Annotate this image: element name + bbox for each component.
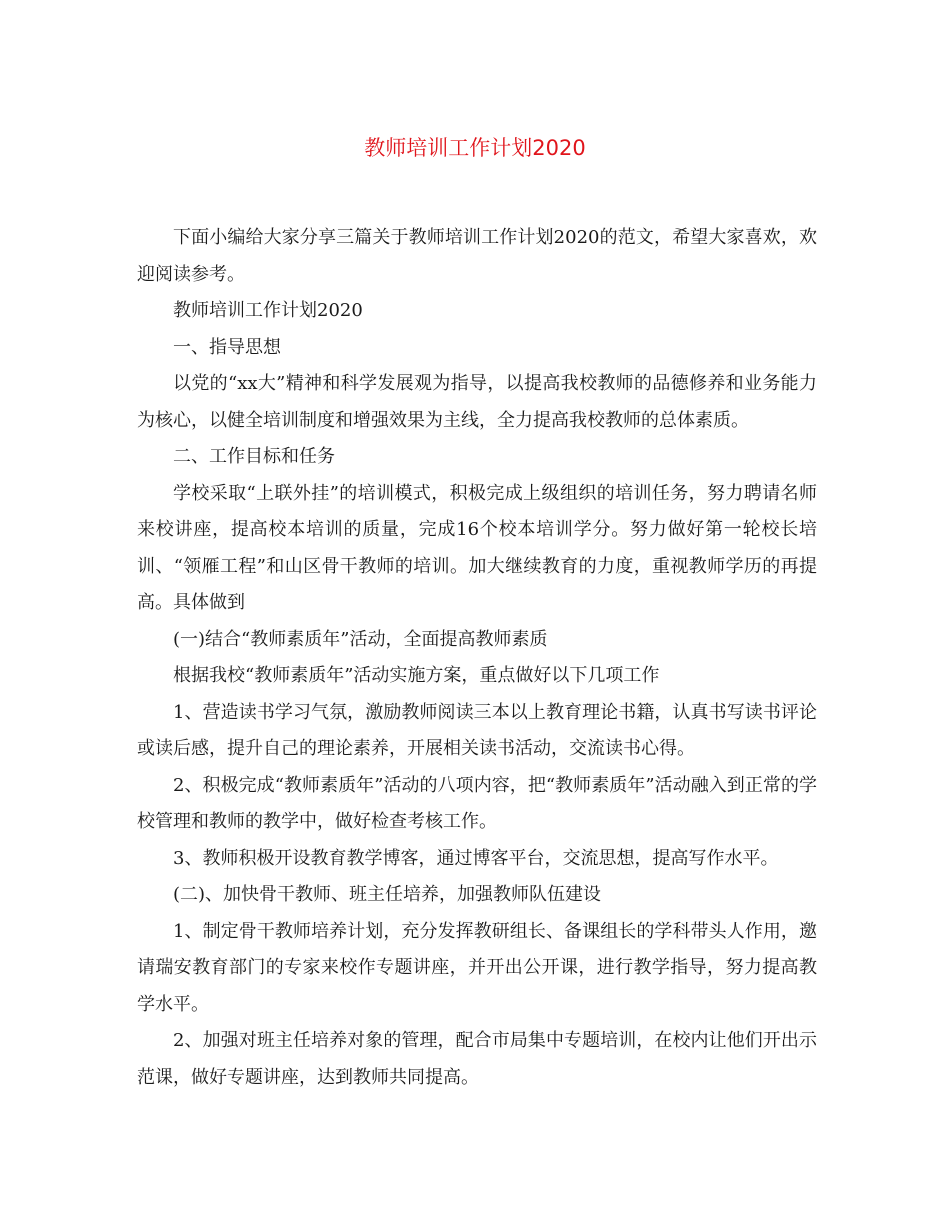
- list-item-class-teacher: 2、加强对班主任培养对象的管理，配合市局集中专题培训，在校内让他们开出示范课，做好专题讲座，达到教师共同提高。: [137, 1030, 817, 1088]
- list-item-backbone-plan: 1、制定骨干教师培养计划，充分发挥教研组长、备课组长的学科带头人作用，邀请瑞安教育部门的专家来校作专题讲座，并开出公开课，进行教学指导，努力提高教学水平。: [137, 920, 817, 1015]
- plan-heading: 教师培训工作计划2020: [173, 300, 363, 321]
- intro-paragraph: 下面小编给大家分享三篇关于教师培训工作计划2020的范文，希望大家喜欢，欢迎阅读参考。: [137, 227, 817, 285]
- teacher-quality-intro: 根据我校“教师素质年”活动实施方案，重点做好以下几项工作: [173, 665, 660, 686]
- section-heading-goals-tasks: 二、工作目标和任务: [173, 446, 335, 467]
- document-title: 教师培训工作计划2020: [364, 136, 586, 160]
- subsection-heading-backbone-teachers: (二)、加快骨干教师、班主任培养，加强教师队伍建设: [173, 884, 602, 905]
- list-item-reading: 1、营造读书学习气氛，激励教师阅读三本以上教育理论书籍，认真书写读书评论或读后感，提升自己的理论素养，开展相关读书活动，交流读书心得。: [137, 701, 817, 759]
- guiding-thought-paragraph: 以党的“xx大”精神和科学发展观为指导，以提高我校教师的品德修养和业务能力为核心，以健全培训制度和增强效果为主线，全力提高我校教师的总体素质。: [137, 373, 817, 431]
- section-heading-guiding-thought: 一、指导思想: [173, 336, 281, 358]
- list-item-eight-items: 2、积极完成“教师素质年”活动的八项内容，把“教师素质年”活动融入到正常的学校管理和教师的教学中，做好检查考核工作。: [137, 774, 817, 832]
- subsection-heading-teacher-quality: (一)结合“教师素质年”活动，全面提高教师素质: [173, 628, 548, 650]
- goals-tasks-paragraph: 学校采取“上联外挂”的培训模式，积极完成上级组织的培训任务，努力聘请名师来校讲座，提高校本培训的质量，完成16个校本培训学分。努力做好第一轮校长培训、“领雁工程”和山区骨干教师的培训。加大继续教育的力度，重视教师学历的再提高。具体做到: [137, 482, 817, 613]
- document-body: [137, 220, 817, 1096]
- list-item-blog: 3、教师积极开设教育教学博客，通过博客平台，交流思想，提高写作水平。: [173, 847, 779, 869]
